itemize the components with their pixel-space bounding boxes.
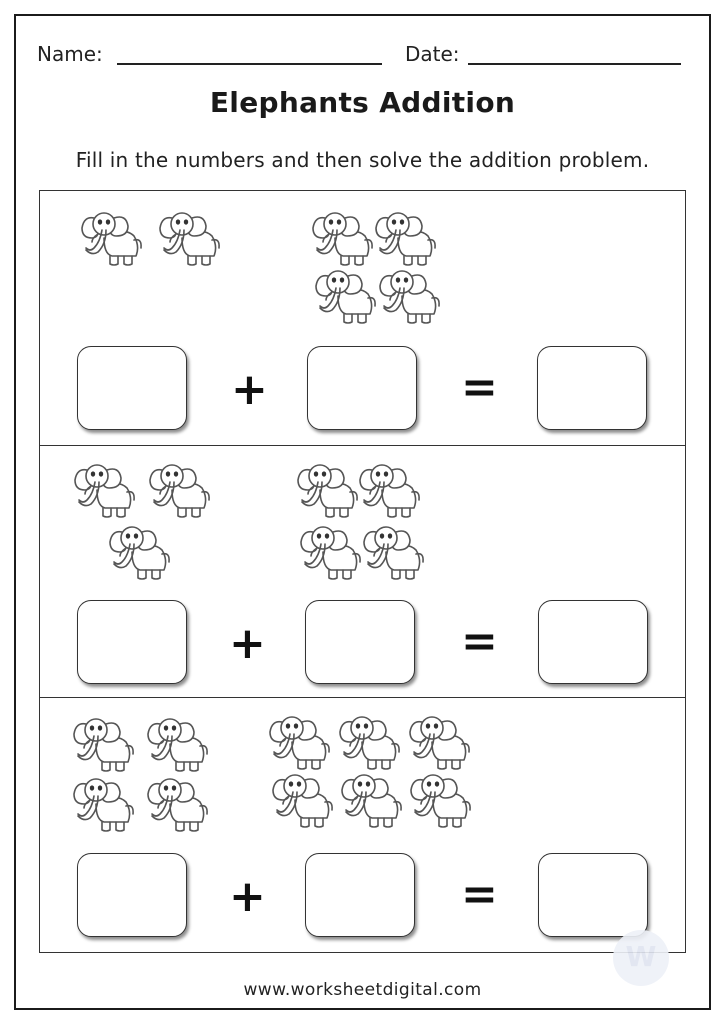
instructions: Fill in the numbers and then solve the addition problem.: [75, 148, 650, 172]
elephant-icon: [372, 262, 444, 326]
answer-box-sum-1[interactable]: [537, 346, 647, 430]
elephant-icon: [140, 770, 212, 834]
answer-box-sum-2[interactable]: [538, 600, 648, 684]
answer-box-left-2[interactable]: [77, 600, 187, 684]
plus-sign: +: [229, 618, 266, 669]
answer-box-right-3[interactable]: [305, 853, 415, 937]
equals-sign: =: [461, 869, 498, 920]
elephant-icon: [265, 766, 337, 830]
answer-box-right-2[interactable]: [305, 600, 415, 684]
elephant-icon: [356, 518, 428, 582]
elephant-icon: [403, 766, 475, 830]
elephant-icon: [368, 204, 440, 268]
elephant-icon: [352, 456, 424, 520]
elephant-icon: [66, 710, 138, 774]
elephant-icon: [67, 456, 139, 520]
elephant-icon: [305, 204, 377, 268]
elephant-icon: [142, 456, 214, 520]
plus-sign: +: [231, 364, 268, 415]
date-label: Date:: [405, 42, 460, 66]
elephant-icon: [102, 518, 174, 582]
elephant-icon: [262, 708, 334, 772]
equals-sign: =: [461, 362, 498, 413]
elephant-icon: [332, 708, 404, 772]
elephant-icon: [66, 770, 138, 834]
elephant-icon: [140, 710, 212, 774]
footer-url: www.worksheetdigital.com: [243, 980, 482, 1000]
elephant-icon: [74, 204, 146, 268]
equals-sign: =: [461, 616, 498, 667]
elephant-icon: [308, 262, 380, 326]
elephant-icon: [152, 204, 224, 268]
name-field-line[interactable]: [117, 63, 382, 65]
watermark-logo: [613, 930, 669, 986]
name-label: Name:: [37, 42, 103, 66]
answer-box-sum-3[interactable]: [538, 853, 648, 937]
watermark-letter: W: [625, 940, 657, 973]
elephant-icon: [334, 766, 406, 830]
page-title: Elephants Addition: [209, 86, 516, 119]
answer-box-right-1[interactable]: [307, 346, 417, 430]
answer-box-left-1[interactable]: [77, 346, 187, 430]
elephant-icon: [402, 708, 474, 772]
elephant-icon: [293, 518, 365, 582]
plus-sign: +: [229, 871, 266, 922]
date-field-line[interactable]: [468, 63, 681, 65]
answer-box-left-3[interactable]: [77, 853, 187, 937]
